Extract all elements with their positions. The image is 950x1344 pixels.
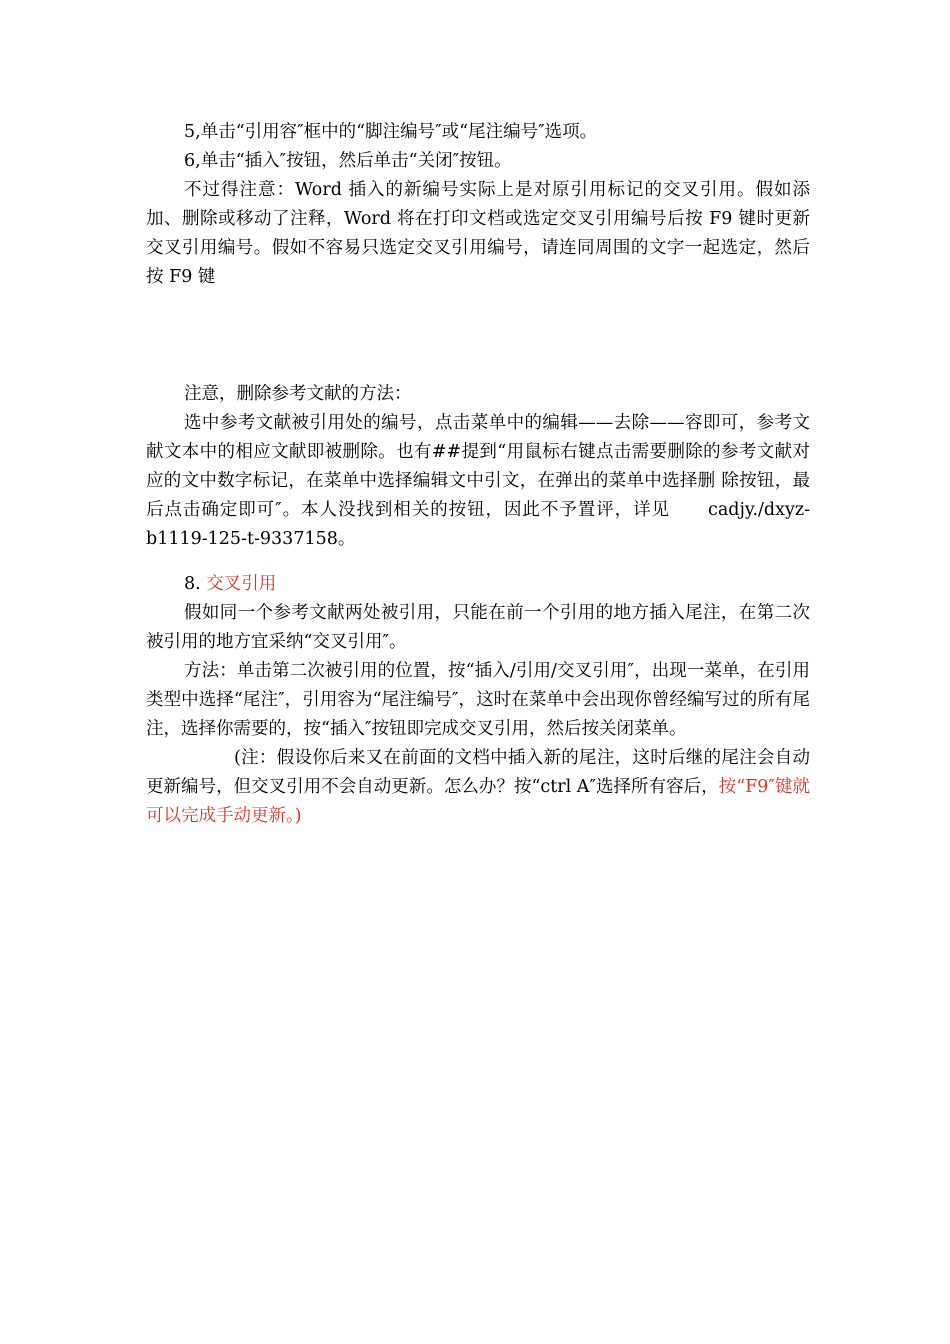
paragraph-step6: 6,单击“插入″按钮，然后单击“关闭″按钮。 [184,151,512,171]
heading-cross-reference [146,570,810,599]
spacer [146,292,810,350]
heading-delete-references: 注意，删除参考文献的方法： [184,384,412,404]
paragraph-note-cross-ref-update: 不过得注意：Word 插入的新编号实际上是对原引用标记的交叉引用。假如添加、删除或移动了注释，Word 将在打印文档或选定交叉引用编号后按 F9 键时更新交叉引用编号。假如不容易只选定交叉引用编号，请连同周围的文字一起选定，然后按 F9 键 [146,180,810,287]
paragraph-cross-reference-intro: 假如同一个参考文献两处被引用，只能在前一个引用的地方插入尾注，在第二次被引用的地方宜采纳“交叉引用″。 [146,603,810,652]
spacer [146,350,810,380]
reference-link[interactable]: cadjy./dxyz-b1119-125-t-9337158。 [146,500,810,549]
delete-references-body: 选中参考文献被引用处的编号，点击菜单中的编辑——去除——容即可，参考文献文本中的相应文献即被删除。也有##提到“用鼠标右键点击需要删除的参考文献对应的文中数字标记，在菜单中选择编辑文中引文，在弹出的菜单中选择删 除按钮，最后点击确定即可″。本人没找到相关的按钮，因此不予置评，详见 [146,413,810,520]
paragraph-cross-reference-note [146,744,810,831]
paragraph-delete-references [146,409,810,554]
paragraph-cross-reference-method: 方法：单击第二次被引用的位置，按“插入/引用/交叉引用″，出现一菜单，在引用类型中选择“尾注″，引用容为“尾注编号″，这时在菜单中会出现你曾经编写过的所有尾注，选择你需要的，按“插入″按钮即完成交叉引用，然后按关闭菜单。 [146,661,810,739]
note-highlight: 按“F9″键就可以完成手动更新。) [146,777,810,826]
note-text: (注：假设你后来又在前面的文档中插入新的尾注，这时后继的尾注会自动更新编号，但交叉引用不会自动更新。怎么办？按“ctrl A″选择所有容后， [146,748,810,797]
document-body [146,118,810,831]
paragraph-step5: 5,单击“引用容″框中的“脚注编号″或“尾注编号″选项。 [184,122,598,142]
section-number: 8. [184,574,201,594]
section-title: 交叉引用 [206,574,277,594]
spacer [146,554,810,570]
